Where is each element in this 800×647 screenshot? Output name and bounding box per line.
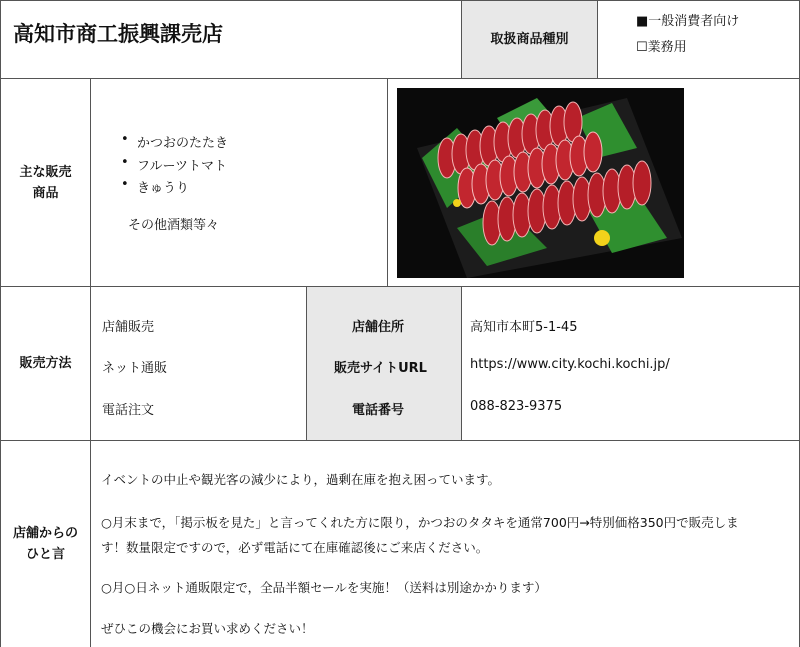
sales-label: 販売方法 [19, 356, 72, 371]
product-item-2: フルーツトマト [137, 159, 227, 174]
category-label-cell [462, 0, 598, 79]
product-item-3: きゅうり [137, 181, 190, 196]
products-label-line2: 商品 [32, 185, 59, 201]
katsuo-tataki-photo [397, 88, 684, 278]
message-label-line1: 店舗からの [12, 526, 78, 541]
products-label-line1: 主な販売 [19, 164, 72, 180]
sales-info-labels-cell [307, 287, 462, 441]
category-values-cell [598, 0, 800, 79]
sales-label-cell [0, 287, 91, 441]
sales-method-online: ネット通販 [102, 361, 168, 376]
category-label: 取扱商品種別 [490, 32, 569, 47]
message-label-line2: ひと言 [25, 547, 65, 562]
sales-site-url-label: 販売サイトURL [334, 361, 427, 376]
sales-methods-cell [91, 287, 307, 441]
store-address: 高知市本町5-1-45 [470, 320, 578, 335]
phone-number-label: 電話番号 [352, 403, 405, 418]
product-bullet-3: • [121, 177, 129, 192]
product-other: その他酒類等々 [128, 218, 220, 233]
message-line-4: ○月○日ネット通販限定で，全品半額セールを実施！（送料は別途かかります） [101, 580, 547, 595]
phone-number: 088-823-9375 [470, 399, 563, 414]
category-business: ☐業務用 [636, 40, 687, 55]
store-address-label: 店舗住所 [352, 320, 405, 335]
products-label-cell [0, 79, 91, 287]
message-line-1: イベントの中止や観光客の減少により，過剰在庫を抱え困っています。 [101, 472, 501, 487]
message-label-cell [0, 441, 91, 647]
sales-method-phone: 電話注文 [102, 403, 155, 418]
shop-name: 高知市商工振興課売店 [13, 22, 223, 46]
message-line-2: ○月末まで，「掲示板を見た」と言ってくれた方に限り，かつおのタタキを通常700円→特別価格350円で販売しま [101, 515, 739, 530]
message-text-cell [91, 441, 800, 647]
product-item-1: かつおのたたき [137, 136, 229, 151]
sales-method-store: 店舗販売 [102, 320, 155, 335]
message-line-3: す！数量限定ですので，必ず電話にて在庫確認後にご来店ください。 [101, 540, 489, 555]
message-line-5: ぜひこの機会にお買い求めください！ [101, 621, 314, 636]
sales-site-url[interactable]: https://www.city.kochi.kochi.jp/ [470, 357, 670, 372]
shop-name-cell [0, 0, 462, 79]
products-list-cell [91, 79, 388, 287]
sales-info-values-cell [462, 287, 800, 441]
product-bullet-1: • [121, 132, 129, 147]
product-bullet-2: • [121, 155, 129, 170]
category-consumer: ■一般消費者向け [636, 14, 740, 29]
